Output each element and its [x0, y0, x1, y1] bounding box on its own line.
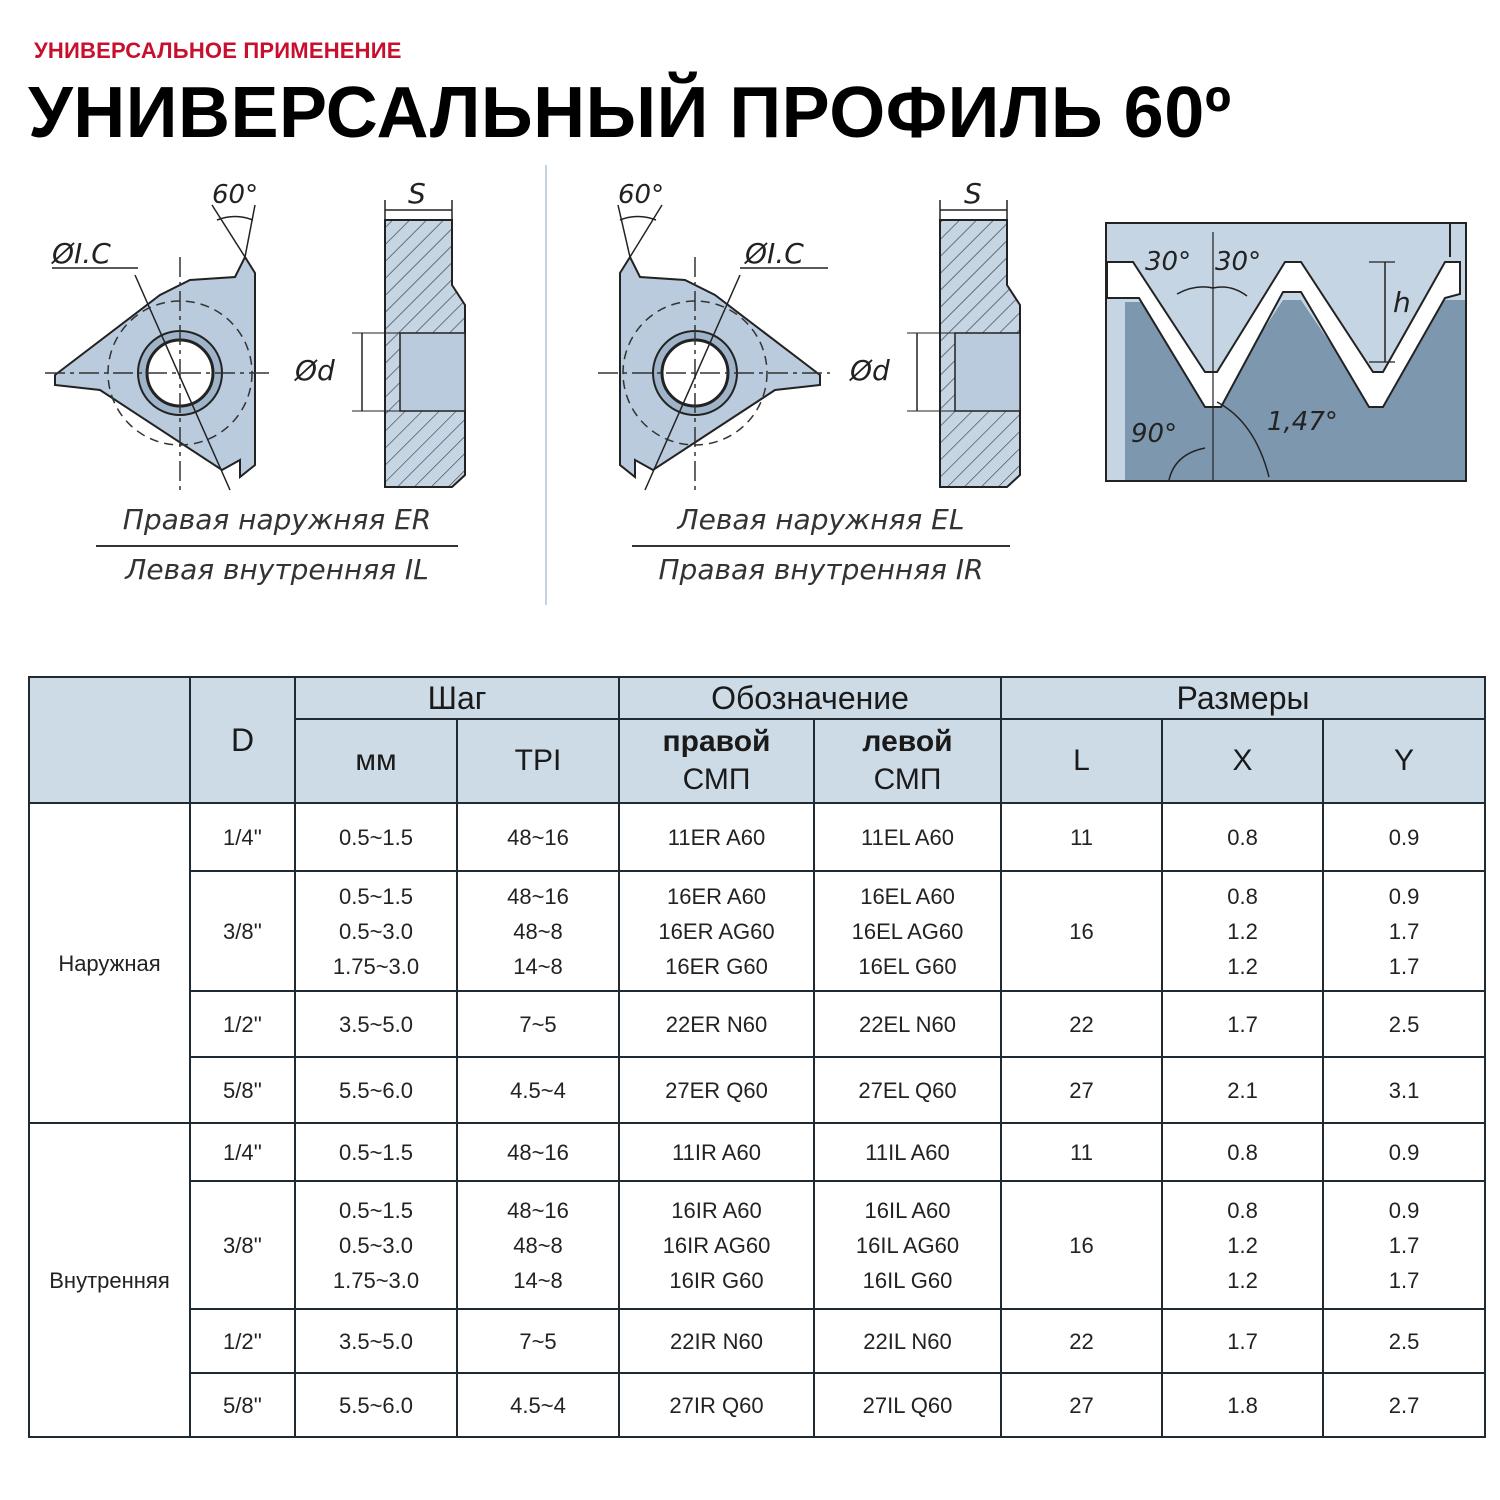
cell-mm [295, 991, 457, 1057]
ic-label: ØI.C [745, 237, 804, 270]
cell-right-insert [619, 871, 814, 991]
d-label: Ød [295, 354, 335, 387]
cell-tpi-value: 7~5 [519, 1328, 557, 1354]
cell-x-value: 1.7 [1227, 1011, 1258, 1037]
cell-y [1323, 1181, 1485, 1309]
ic-label: ØI.C [52, 237, 111, 270]
insert-diagram-er [40, 165, 500, 505]
cell-tpi [457, 871, 619, 991]
table-row [29, 1373, 1485, 1437]
angle-label: 60° [618, 180, 665, 210]
cell-mm [295, 1373, 457, 1437]
cell-l: 11 [1001, 803, 1162, 871]
cell-x [1162, 1181, 1323, 1309]
col-x: X [1162, 719, 1323, 803]
cell-d: 3/8'' [190, 871, 295, 991]
caption-ir: Правая внутренняя IR [658, 553, 984, 586]
cell-y-value: 3.1 [1388, 1077, 1420, 1103]
cell-x [1162, 1057, 1323, 1123]
cell-tpi-value: 48~8 [513, 918, 563, 944]
cell-x-value: 0.8 [1227, 883, 1258, 909]
cell-tpi [457, 1309, 619, 1373]
cell-x-value: 1.2 [1227, 1267, 1258, 1293]
cell-tpi [457, 1123, 619, 1181]
cell-left-insert-value: 16EL AG60 [851, 918, 964, 944]
cell-l: 27 [1001, 1057, 1162, 1123]
cell-y-value: 0.9 [1388, 824, 1420, 850]
page-title: УНИВЕРСАЛЬНЫЙ ПРОФИЛЬ 60º [28, 73, 1232, 153]
cell-mm [295, 803, 457, 871]
cell-right-insert-value: 16IR AG60 [662, 1232, 771, 1258]
cell-x-value: 1.8 [1227, 1392, 1258, 1418]
cell-tpi [457, 1057, 619, 1123]
cell-l: 11 [1001, 1123, 1162, 1181]
col-d: D [190, 677, 295, 803]
angle-147-label: 1,47° [1267, 407, 1338, 437]
col-y: Y [1323, 719, 1485, 803]
cell-tpi-value: 48~16 [507, 1139, 569, 1165]
d-label: Ød [850, 354, 890, 387]
cell-d: 1/4'' [190, 1123, 295, 1181]
cell-y [1323, 991, 1485, 1057]
caption-el: Левая наружняя EL [677, 503, 965, 536]
section-kicker: УНИВЕРСАЛЬНОЕ ПРИМЕНЕНИЕ [34, 38, 402, 63]
cell-left-insert-value: 22IL N60 [863, 1328, 952, 1354]
cell-left-insert [814, 803, 1001, 871]
cell-mm-value: 0.5~1.5 [338, 824, 413, 850]
table-row [29, 871, 1485, 991]
cell-mm [295, 1181, 457, 1309]
table-row [29, 1309, 1485, 1373]
figure-separator [545, 165, 547, 605]
cell-right-insert-value: 22IR N60 [670, 1328, 763, 1354]
cell-tpi-value: 48~16 [507, 1197, 569, 1223]
cell-y-value: 0.9 [1388, 1139, 1420, 1165]
cell-left-insert-value: 16EL G60 [858, 953, 957, 979]
cell-right-insert-value: 27ER Q60 [665, 1077, 768, 1103]
group-label: Наружная [29, 803, 190, 1123]
table-row [29, 1057, 1485, 1123]
cell-left-insert-value: 16IL A60 [864, 1197, 951, 1223]
cell-l: 16 [1001, 1181, 1162, 1309]
cell-right-insert-value: 27IR Q60 [669, 1392, 764, 1418]
cell-y [1323, 1309, 1485, 1373]
cell-d: 5/8'' [190, 1373, 295, 1437]
cell-left-insert-value: 11IL A60 [865, 1139, 950, 1165]
cell-mm-value: 1.75~3.0 [332, 953, 420, 979]
cell-x-value: 1.2 [1227, 953, 1258, 979]
cell-mm-value: 5.5~6.0 [338, 1077, 413, 1103]
cell-mm-value: 0.5~1.5 [338, 1197, 413, 1223]
angle-right-label: 30° [1215, 247, 1262, 277]
angle-90-label: 90° [1131, 419, 1178, 449]
cell-right-insert-value: 16IR A60 [671, 1197, 762, 1223]
cell-y [1323, 871, 1485, 991]
cell-right-insert [619, 1309, 814, 1373]
cell-left-insert [814, 1373, 1001, 1437]
col-left-insert: левой СМП [814, 719, 1001, 803]
cell-left-insert-value: 27IL Q60 [862, 1392, 953, 1418]
cell-mm-value: 1.75~3.0 [332, 1267, 420, 1293]
cell-mm-value: 5.5~6.0 [338, 1392, 413, 1418]
group-label: Внутренняя [29, 1123, 190, 1437]
cell-x-value: 0.8 [1227, 1139, 1258, 1165]
cell-left-insert [814, 871, 1001, 991]
cell-tpi-value: 4.5~4 [510, 1392, 566, 1418]
cell-d: 1/2'' [190, 991, 295, 1057]
cell-x [1162, 1309, 1323, 1373]
cell-right-insert-value: 16IR G60 [669, 1267, 764, 1293]
cell-l: 22 [1001, 991, 1162, 1057]
cell-right-insert [619, 1123, 814, 1181]
cell-y [1323, 803, 1485, 871]
table-row [29, 991, 1485, 1057]
cell-right-insert-value: 11ER A60 [667, 824, 766, 850]
cell-y [1323, 1057, 1485, 1123]
cell-x [1162, 1123, 1323, 1181]
cell-y-value: 0.9 [1388, 1197, 1420, 1223]
cell-left-insert-value: 16IL AG60 [855, 1232, 960, 1258]
cell-mm-value: 0.5~3.0 [338, 918, 413, 944]
cell-right-insert [619, 1181, 814, 1309]
cell-x-value: 2.1 [1227, 1077, 1258, 1103]
cell-mm-value: 0.5~1.5 [338, 1139, 413, 1165]
col-right-insert: правой СМП [619, 719, 814, 803]
cell-left-insert [814, 1057, 1001, 1123]
h-label: h [1393, 286, 1411, 319]
caption-divider [96, 545, 458, 547]
col-l: L [1001, 719, 1162, 803]
cell-y-value: 2.7 [1388, 1392, 1420, 1418]
cell-right-insert [619, 803, 814, 871]
cell-x [1162, 871, 1323, 991]
cell-tpi [457, 803, 619, 871]
col-tpi: TPI [457, 719, 619, 803]
angle-left-label: 30° [1145, 247, 1192, 277]
angle-label: 60° [212, 180, 259, 210]
caption-il: Левая внутренняя IL [125, 553, 429, 586]
cell-mm-value: 0.5~3.0 [338, 1232, 413, 1258]
cell-d: 1/4'' [190, 803, 295, 871]
cell-tpi [457, 1373, 619, 1437]
cell-mm-value: 3.5~5.0 [338, 1328, 413, 1354]
caption-divider [632, 545, 1010, 547]
cell-tpi-value: 4.5~4 [510, 1077, 566, 1103]
cell-y-value: 1.7 [1388, 1267, 1420, 1293]
col-designation: Обозначение [619, 677, 1001, 719]
cell-tpi [457, 991, 619, 1057]
cell-tpi-value: 7~5 [519, 1011, 557, 1037]
cell-left-insert-value: 16EL A60 [860, 883, 955, 909]
spec-table [28, 676, 1486, 1438]
cell-x-value: 1.2 [1227, 918, 1258, 944]
cell-left-insert [814, 1309, 1001, 1373]
cell-x-value: 1.7 [1227, 1328, 1258, 1354]
cell-y-value: 2.5 [1388, 1011, 1420, 1037]
cell-tpi-value: 14~8 [513, 1267, 563, 1293]
col-mm: мм [295, 719, 457, 803]
cell-x [1162, 991, 1323, 1057]
cell-y [1323, 1123, 1485, 1181]
cell-tpi-value: 48~16 [507, 883, 569, 909]
cell-left-insert [814, 1123, 1001, 1181]
cell-left-insert-value: 16IL G60 [862, 1267, 953, 1293]
cell-y-value: 2.5 [1388, 1328, 1420, 1354]
cell-tpi-value: 48~8 [513, 1232, 563, 1258]
cell-x-value: 1.2 [1227, 1232, 1258, 1258]
cell-right-insert [619, 991, 814, 1057]
table-row [29, 1123, 1485, 1181]
cell-right-insert-value: 16ER G60 [665, 953, 768, 979]
cell-x [1162, 803, 1323, 871]
cell-right-insert-value: 11IR A60 [672, 1139, 761, 1165]
cell-l: 22 [1001, 1309, 1162, 1373]
cell-y-value: 1.7 [1388, 953, 1420, 979]
cell-x-value: 0.8 [1227, 1197, 1258, 1223]
cell-mm [295, 1309, 457, 1373]
cell-right-insert-value: 22ER N60 [665, 1011, 768, 1037]
cell-left-insert-value: 22EL N60 [858, 1011, 957, 1037]
col-sizes: Размеры [1001, 677, 1485, 719]
cell-l: 16 [1001, 871, 1162, 991]
cell-y-value: 1.7 [1388, 918, 1420, 944]
cell-y-value: 1.7 [1388, 1232, 1420, 1258]
col-step: Шаг [295, 677, 619, 719]
cell-mm-value: 0.5~1.5 [338, 883, 413, 909]
cell-mm [295, 871, 457, 991]
table-row [29, 1181, 1485, 1309]
spec-table-body [29, 803, 1485, 1437]
cell-mm [295, 1057, 457, 1123]
cell-left-insert [814, 1181, 1001, 1309]
cell-mm-value: 3.5~5.0 [338, 1011, 413, 1037]
cell-left-insert-value: 27EL Q60 [858, 1077, 957, 1103]
cell-mm [295, 1123, 457, 1181]
table-row [29, 803, 1485, 871]
cell-right-insert-value: 16ER A60 [666, 883, 767, 909]
cell-right-insert-value: 16ER AG60 [658, 918, 775, 944]
s-label: S [408, 177, 426, 210]
cell-d: 1/2'' [190, 1309, 295, 1373]
cell-l: 27 [1001, 1373, 1162, 1437]
cell-tpi-value: 14~8 [513, 953, 563, 979]
cell-left-insert [814, 991, 1001, 1057]
cell-y-value: 0.9 [1388, 883, 1420, 909]
thread-profile-diagram [1105, 222, 1467, 484]
insert-diagram-el [590, 165, 1050, 505]
cell-d: 5/8'' [190, 1057, 295, 1123]
cell-y [1323, 1373, 1485, 1437]
cell-x [1162, 1373, 1323, 1437]
caption-er: Правая наружняя ER [122, 503, 432, 536]
cell-x-value: 0.8 [1227, 824, 1258, 850]
s-label: S [964, 177, 982, 210]
cell-tpi [457, 1181, 619, 1309]
cell-d: 3/8'' [190, 1181, 295, 1309]
cell-right-insert [619, 1057, 814, 1123]
cell-tpi-value: 48~16 [507, 824, 569, 850]
cell-right-insert [619, 1373, 814, 1437]
cell-left-insert-value: 11EL A60 [861, 824, 954, 850]
corner-cell [29, 677, 190, 803]
